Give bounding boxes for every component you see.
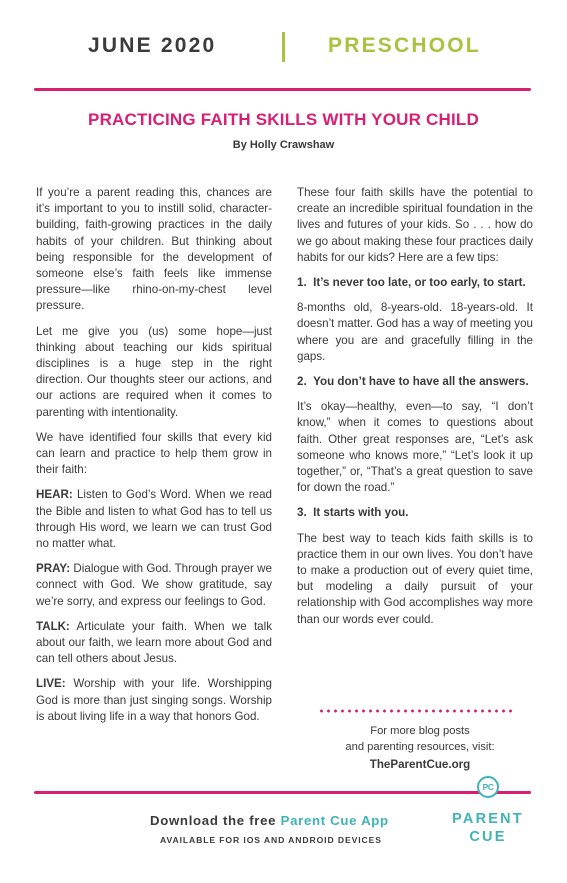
top-rule [34,88,531,91]
parent-cue-logo-text [446,810,530,846]
skill-label: PRAY: [36,562,71,576]
tip-body-1: 8-months old, 8-years-old. 18-years-old. It doesn’t matter. God has a way of meeting you where you are and gracefully filling in the gaps. [297,301,533,363]
skill-text: Dialogue with God. Through prayer we connect with God. We show gratitude, say we’re sorry, and express our feelings to God. [36,562,272,608]
logo-line-2: CUE [469,829,507,845]
tip-body-2: It’s okay—healthy, even—to say, “I don’t know,” when it comes to questions about faith. Other great responses are, “Let’s ask someone who knows more,” “Let’s look it up together,” or, “That’s a great question to save for down the road.” [297,400,533,495]
tip-heading-3: 3. It starts with you. [297,506,409,520]
right-column [297,185,533,637]
skill-pray [36,561,272,610]
website-link[interactable]: TheParentCue.org [369,758,471,771]
bottom-rule [34,791,531,794]
app-name-link[interactable]: Parent Cue App [280,813,389,828]
dotted-divider [318,709,514,713]
download-prefix: Download the free [150,813,281,828]
skills-intro-paragraph: We have identified four skills that every kid can learn and practice to help them grow in their faith: [36,430,272,477]
skill-label: TALK: [36,619,70,633]
tip-body-3: The best way to teach kids faith skills is to practice them in our own lives. You don’t have to make a production out of every quiet time, but modeling a daily pursuit of your relationship with God accomplishes way more than our words ever could. [297,531,533,626]
left-column [36,185,272,734]
tip-heading-1: 1. It’s never too late, or too early, to start. [297,276,526,290]
age-level: PRESCHOOL [328,34,481,57]
hope-paragraph: Let me give you (us) some hope—just thinking about teaching our kids spiritual disciplines is a huge step in the right direction. Our thoughts steer our actions, and our actions are required when it comes to parenting with intentionality. [36,324,272,419]
skill-label: HEAR: [36,488,73,502]
byline: By Holly Crawshaw [232,139,335,151]
skill-text: Worship with your life. Worshipping God is more than just singing songs. Worship is about living life in a way that honors God. [36,677,272,723]
skill-text: Articulate your faith. When we talk about our faith, we learn more about God and can tell others about Jesus. [36,619,272,666]
skill-text: Listen to God’s Word. When we read the Bible and listen to what God has to tell us through His word, we learn we can trust God no matter what. [36,488,272,551]
skill-hear [36,487,272,552]
tip-heading-2: 2. You don’t have to have all the answers. [297,375,529,389]
more-resources [300,724,540,773]
logo-line-1: PARENT [452,811,524,827]
issue-month: JUNE 2020 [88,34,217,57]
availability-note: AVAILABLE FOR IOS AND ANDROID DEVICES [160,835,382,845]
skill-live [36,676,272,725]
intro-paragraph: If you’re a parent reading this, chances are it’s important to you to instill solid, character-building, faith-growing practices in the daily habits of your children. But thinking about being responsible for the development of someone else’s faith feels like immense pressure—like rhino-on-my-chest level pressure. [36,186,272,313]
download-line [150,813,389,828]
skill-label: LIVE: [36,677,66,691]
skill-talk [36,619,272,668]
more-line-1: For more blog posts [370,725,470,737]
tips-intro-paragraph: These four faith skills have the potential to create an incredible spiritual foundation in the lives and futures of your kids. So . . . how do we go about making these four practices daily habits for our kids? Here are a few tips: [297,186,533,264]
article-title: PRACTICING FAITH SKILLS WITH YOUR CHILD [88,110,479,129]
parent-cue-logo-icon: PC [477,776,499,798]
header-divider [282,32,285,62]
more-line-2: and parenting resources, visit: [345,740,495,753]
